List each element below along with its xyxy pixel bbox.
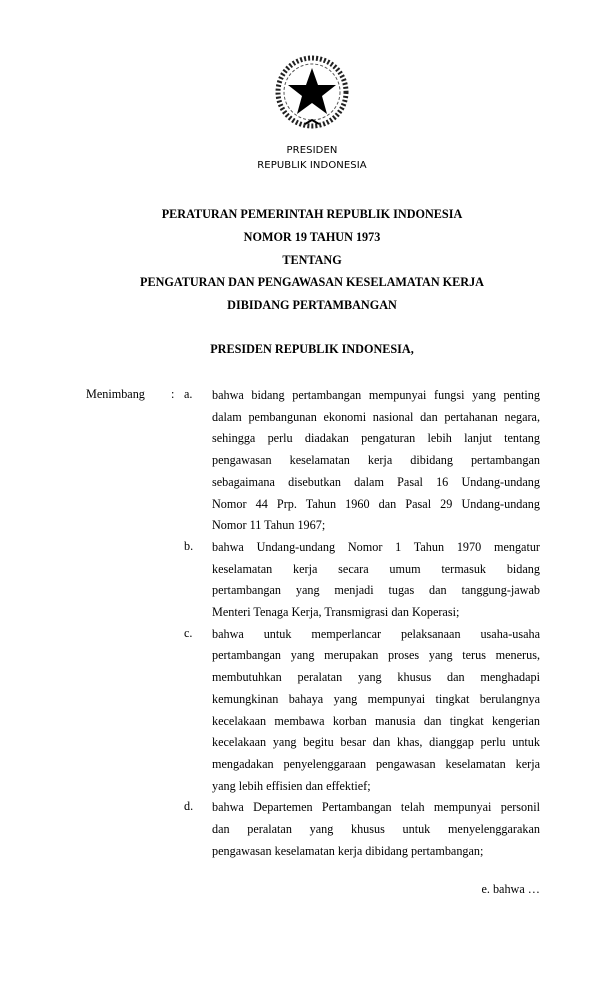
item-letter: c.: [184, 625, 193, 640]
continuation-text: e. bahwa …: [481, 882, 540, 896]
item-text-line: mengadakan penyelenggaraan pengawasan keselamatan kerja: [212, 756, 540, 771]
item-text-line: kemungkinan bahaya yang mempunyai tingkat berulangnya: [212, 691, 540, 706]
item-text-line: Menteri Tenaga Kerja, Transmigrasi dan Koperasi;: [212, 605, 460, 619]
title-line-4: PENGATURAN DAN PENGAWASAN KESELAMATAN KERJA: [140, 275, 484, 289]
item-text-line: bahwa Undang-undang Nomor 1 Tahun 1970 mengatur: [212, 539, 540, 554]
item-text-line: pertambangan yang merupakan proses yang terus menerus,: [212, 648, 540, 663]
item-text-line: sehingga perlu diadakan pengaturan lebih lanjut tentang: [212, 431, 540, 446]
item-text-line: yang lebih effisien dan effektief;: [212, 778, 371, 793]
item-text-line: keselamatan kerja secara umum termasuk bidang: [212, 561, 540, 576]
item-letter: b.: [184, 538, 194, 553]
item-text-line: dan peralatan yang khusus untuk menyelenggarakan: [212, 822, 540, 836]
item-text-line: bahwa Departemen Pertambangan telah mempunyai personil: [212, 800, 540, 815]
item-text-line: membutuhkan peralatan yang khusus dan menghadapi: [212, 670, 540, 685]
item-text-line: dalam pembangunan ekonomi nasional dan pertahanan negara,: [212, 409, 540, 424]
title-line-3: TENTANG: [282, 253, 342, 267]
item-text-line: Nomor 11 Tahun 1967;: [212, 518, 326, 533]
item-text-line: pengawasan keselamatan kerja dibidang pertambangan: [212, 453, 540, 468]
considering-colon: :: [171, 387, 175, 401]
item-text-line: bahwa untuk memperlancar pelaksanaan usaha-usaha: [212, 626, 540, 641]
item-text-line: Nomor 44 Prp. Tahun 1960 dan Pasal 29 Undang-undang: [212, 496, 540, 511]
item-letter: d.: [184, 799, 194, 814]
star-wreath-emblem-icon: [272, 52, 352, 132]
item-letter: a.: [184, 387, 193, 401]
item-text-line: pertambangan yang menjadi tugas dan tanggung-jawab: [212, 583, 540, 598]
letterhead-line-2: REPUBLIK INDONESIA: [257, 160, 367, 171]
president-heading: PRESIDEN REPUBLIK INDONESIA,: [210, 342, 414, 356]
item-text-line: sebagaimana disebutkan dalam Pasal 16 Undang-undang: [212, 474, 540, 489]
considering-label: Menimbang: [86, 387, 145, 401]
item-text-line: kecelakaan membawa korban manusia dan tingkat kengerian: [212, 713, 540, 728]
title-line-1: PERATURAN PEMERINTAH REPUBLIK INDONESIA: [161, 207, 463, 221]
item-text-line: pengawasan keselamatan kerja dibidang pertambangan;: [212, 843, 484, 858]
title-line-5: DIBIDANG PERTAMBANGAN: [227, 298, 397, 312]
item-text-line: bahwa bidang pertambangan mempunyai fungsi yang penting: [212, 388, 540, 402]
letterhead-line-1: PRESIDEN: [286, 145, 338, 156]
title-line-2: NOMOR 19 TAHUN 1973: [243, 230, 381, 244]
item-text-line: kecelakaan yang begitu besar dan khas, dianggap perlu untuk: [212, 735, 540, 750]
